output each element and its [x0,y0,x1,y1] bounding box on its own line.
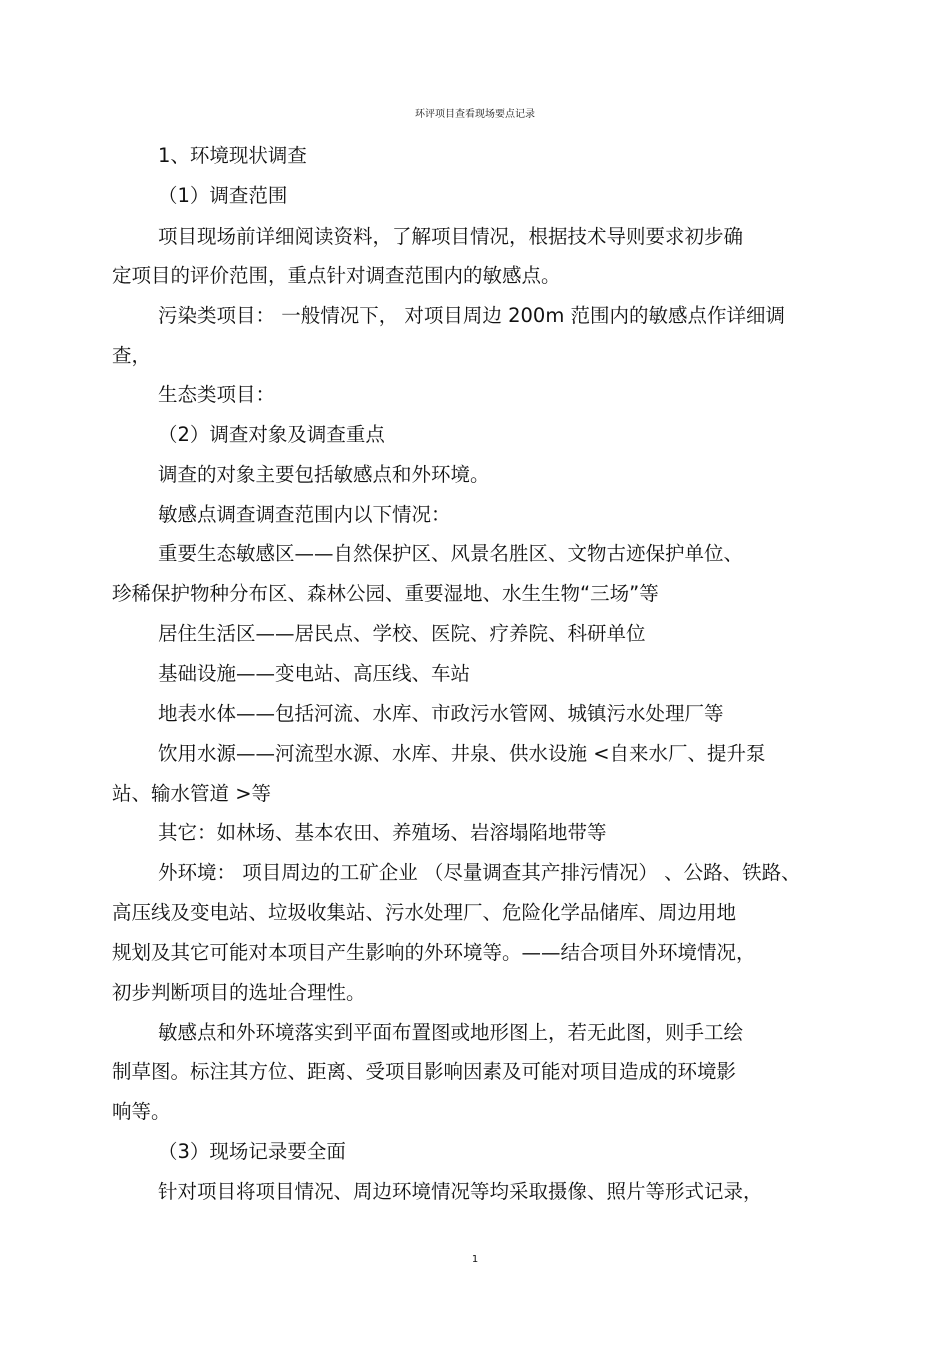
paragraph-line: 项目现场前详细阅读资料，了解项目情况，根据技术导则要求初步确 [158,225,744,248]
paragraph-line: 基础设施——变电站、高压线、车站 [158,662,471,685]
paragraph-line: 初步判断项目的选址合理性。 [112,981,366,1004]
paragraph-line: 制草图。标注其方位、距离、受项目影响因素及可能对项目造成的环境影 [112,1060,737,1083]
subsection-heading: （3）现场记录要全面 [158,1140,346,1163]
paragraph-line: 重要生态敏感区——自然保护区、风景名胜区、文物古迹保护单位、 [158,542,744,565]
paragraph-line: 敏感点调查调查范围内以下情况： [158,503,451,526]
paragraph-line: 居住生活区——居民点、学校、医院、疗养院、科研单位 [158,622,646,645]
paragraph-line: 查， [112,344,152,367]
paragraph-line: 站、输水管道 >等 [112,782,272,805]
paragraph-line: 高压线及变电站、垃圾收集站、污水处理厂、危险化学品储库、周边用地 [112,901,737,924]
paragraph-line: 定项目的评价范围，重点针对调查范围内的敏感点。 [112,264,561,287]
paragraph-line: 敏感点和外环境落实到平面布置图或地形图上，若无此图，则手工绘 [158,1021,744,1044]
paragraph-line: 珍稀保护物种分布区、森林公园、重要湿地、水生生物“三场”等 [112,582,659,605]
paragraph-line: 针对项目将项目情况、周边环境情况等均采取摄像、照片等形式记录， [158,1180,763,1203]
subsection-heading: （2）调查对象及调查重点 [158,423,385,446]
document-title: 环评项目查看现场要点记录 [415,109,535,120]
paragraph-line: 响等。 [112,1100,171,1123]
paragraph-line: 污染类项目： 一般情况下， 对项目周边 200m 范围内的敏感点作详细调 [158,304,786,327]
subsection-heading: （1）调查范围 [158,184,288,207]
paragraph-line: 外环境： 项目周边的工矿企业 （尽量调查其产排污情况） 、公路、铁路、 [158,861,801,884]
paragraph-line: 其它：如林场、基本农田、养殖场、岩溶塌陷地带等 [158,821,607,844]
paragraph-line: 地表水体——包括河流、水库、市政污水管网、城镇污水处理厂等 [158,702,724,725]
section-heading: 1、环境现状调查 [158,144,307,167]
paragraph-line: 调查的对象主要包括敏感点和外环境。 [158,463,490,486]
paragraph-line: 规划及其它可能对本项目产生影响的外环境等。——结合项目外环境情况， [112,941,756,964]
paragraph-line: 饮用水源——河流型水源、水库、井泉、供水设施 <自来水厂、提升泵 [158,742,766,765]
paragraph-line: 生态类项目： [158,383,276,406]
page-number: 1 [471,1254,479,1265]
